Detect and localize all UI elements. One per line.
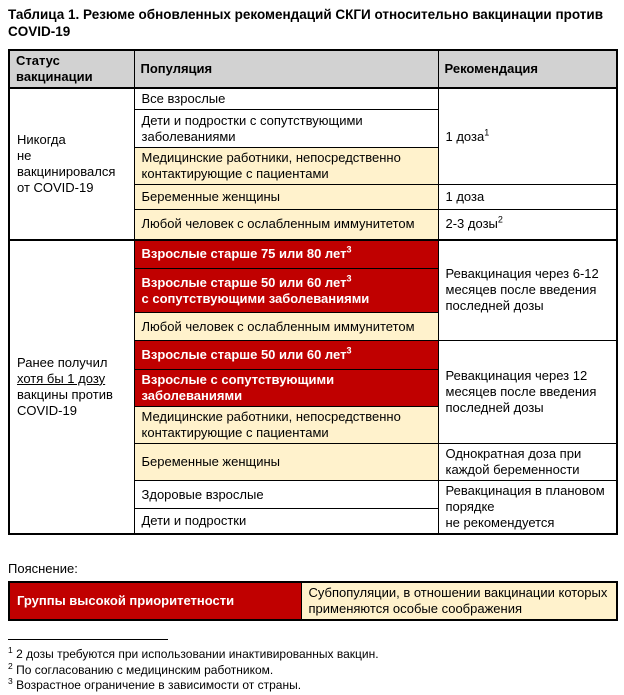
status-line: от COVID-19 [17,179,94,195]
population-text: Медицинские работники, непосредственно контактирующие с пациентами [141,150,401,181]
population-text: Любой человек с ослабленным иммунитетом [141,216,415,232]
table-row [9,88,617,110]
status-cell-never-vaccinated [9,88,134,240]
population-cell [134,509,438,534]
recommendation-cell [438,240,617,341]
footnote-marker: 1 [8,645,13,655]
population-text: Медицинские работники, непосредственно контактирующие с пациентами [141,409,401,440]
population-text: Дети и подростки с сопутствующими заболеваниями [141,112,363,144]
status-line: вакцины против [17,386,113,402]
legend-key-cell [9,582,301,620]
population-text: Взрослые старше 50 или 60 лет [141,347,347,362]
population-cell [134,88,438,110]
population-text: Здоровые взрослые [141,486,264,502]
recommendation-text: Однократная доза при каждой беременности [445,446,582,477]
population-text: Взрослые старше 50 или 60 лет [141,274,347,290]
recommendation-cell [438,481,617,535]
population-cell [134,185,438,210]
recommendation-cell [438,210,617,240]
population-text: Любой человек с ослабленным иммунитетом [141,318,415,334]
recommendation-cell [438,185,617,210]
status-line: Ранее получил [17,354,108,370]
status-cell-previously-vaccinated [9,240,134,535]
population-cell-high-priority [134,370,438,407]
footnote-marker: 3 [8,676,13,686]
population-text: Все взрослые [141,91,226,106]
footnote-item [8,660,379,679]
status-line: Никогда [17,131,66,147]
legend-value-text: Субпопуляции, в отношении вакцинации которых применяются особые соображения [308,585,608,616]
recommendation-text: 1 доза [445,189,485,204]
recommendation-text: 2-3 дозы [445,216,498,232]
footnote-ref: 3 [346,345,352,356]
population-cell [134,481,438,509]
legend-key-text: Группы высокой приоритетности [17,593,235,608]
population-cell [134,148,438,185]
footnote-text: По согласованию с медицинским работником. [16,662,274,677]
population-text: Дети и подростки [141,513,247,529]
recommendation-text: не рекомендуется [445,515,555,530]
footnote-ref: 1 [484,127,490,138]
vaccination-recommendations-table [8,49,618,535]
population-text: с сопутствующими заболеваниями [141,290,370,306]
population-cell [134,210,438,240]
footnote-item [8,678,379,694]
population-cell-high-priority [134,269,438,313]
population-cell-high-priority [134,240,438,269]
footnote-item [8,647,379,663]
header-row [9,50,617,88]
population-cell [134,110,438,148]
population-text: Беременные женщины [141,454,281,469]
table-row [9,240,617,269]
recommendation-text: Ревакцинация через 6-12 месяцев после введения последней дозы [445,266,599,314]
population-text: Взрослые с сопутствующими заболеваниями [141,372,335,403]
population-cell [134,407,438,444]
population-text: Взрослые старше 75 или 80 лет [141,246,347,262]
footnote-ref: 2 [497,214,503,225]
col-header-recommendation: Рекомендация [438,50,617,88]
recommendation-text: 1 доза [445,128,485,144]
footnote-marker: 2 [8,660,13,671]
document-title: Таблица 1. Резюме обновленных рекомендаций СКГИ относительно вакцинации против COVID-19 [8,7,604,39]
legend-row [9,582,617,620]
footnote-divider [8,639,168,640]
recommendation-text: Ревакцинация в плановом порядке [445,483,605,514]
status-line: COVID-19 [17,402,77,418]
status-line: не вакцинировался [17,147,116,179]
legend-table [8,581,618,621]
footnote-ref: 3 [346,244,352,255]
col-header-population: Популяция [134,50,438,88]
recommendation-cell [438,88,617,185]
footnote-text: 2 дозы требуются при использовании инактивированных вакцин. [16,647,379,661]
footnote-ref: 3 [346,273,352,284]
legend-value-cell [301,582,617,620]
footnotes-section [8,639,379,694]
population-cell [134,444,438,481]
footnote-text: Возрастное ограничение в зависимости от страны. [16,678,302,692]
legend-label: Пояснение: [8,561,78,576]
population-cell [134,313,438,341]
population-cell-high-priority [134,341,438,370]
population-text: Беременные женщины [141,189,281,204]
recommendation-cell [438,444,617,481]
col-header-vaccination-status: Статус вакцинации [9,50,134,88]
recommendation-text: Ревакцинация через 12 месяцев после введения последней дозы [445,368,597,415]
recommendation-cell [438,341,617,444]
status-line-underlined: хотя бы 1 дозу [17,370,106,386]
